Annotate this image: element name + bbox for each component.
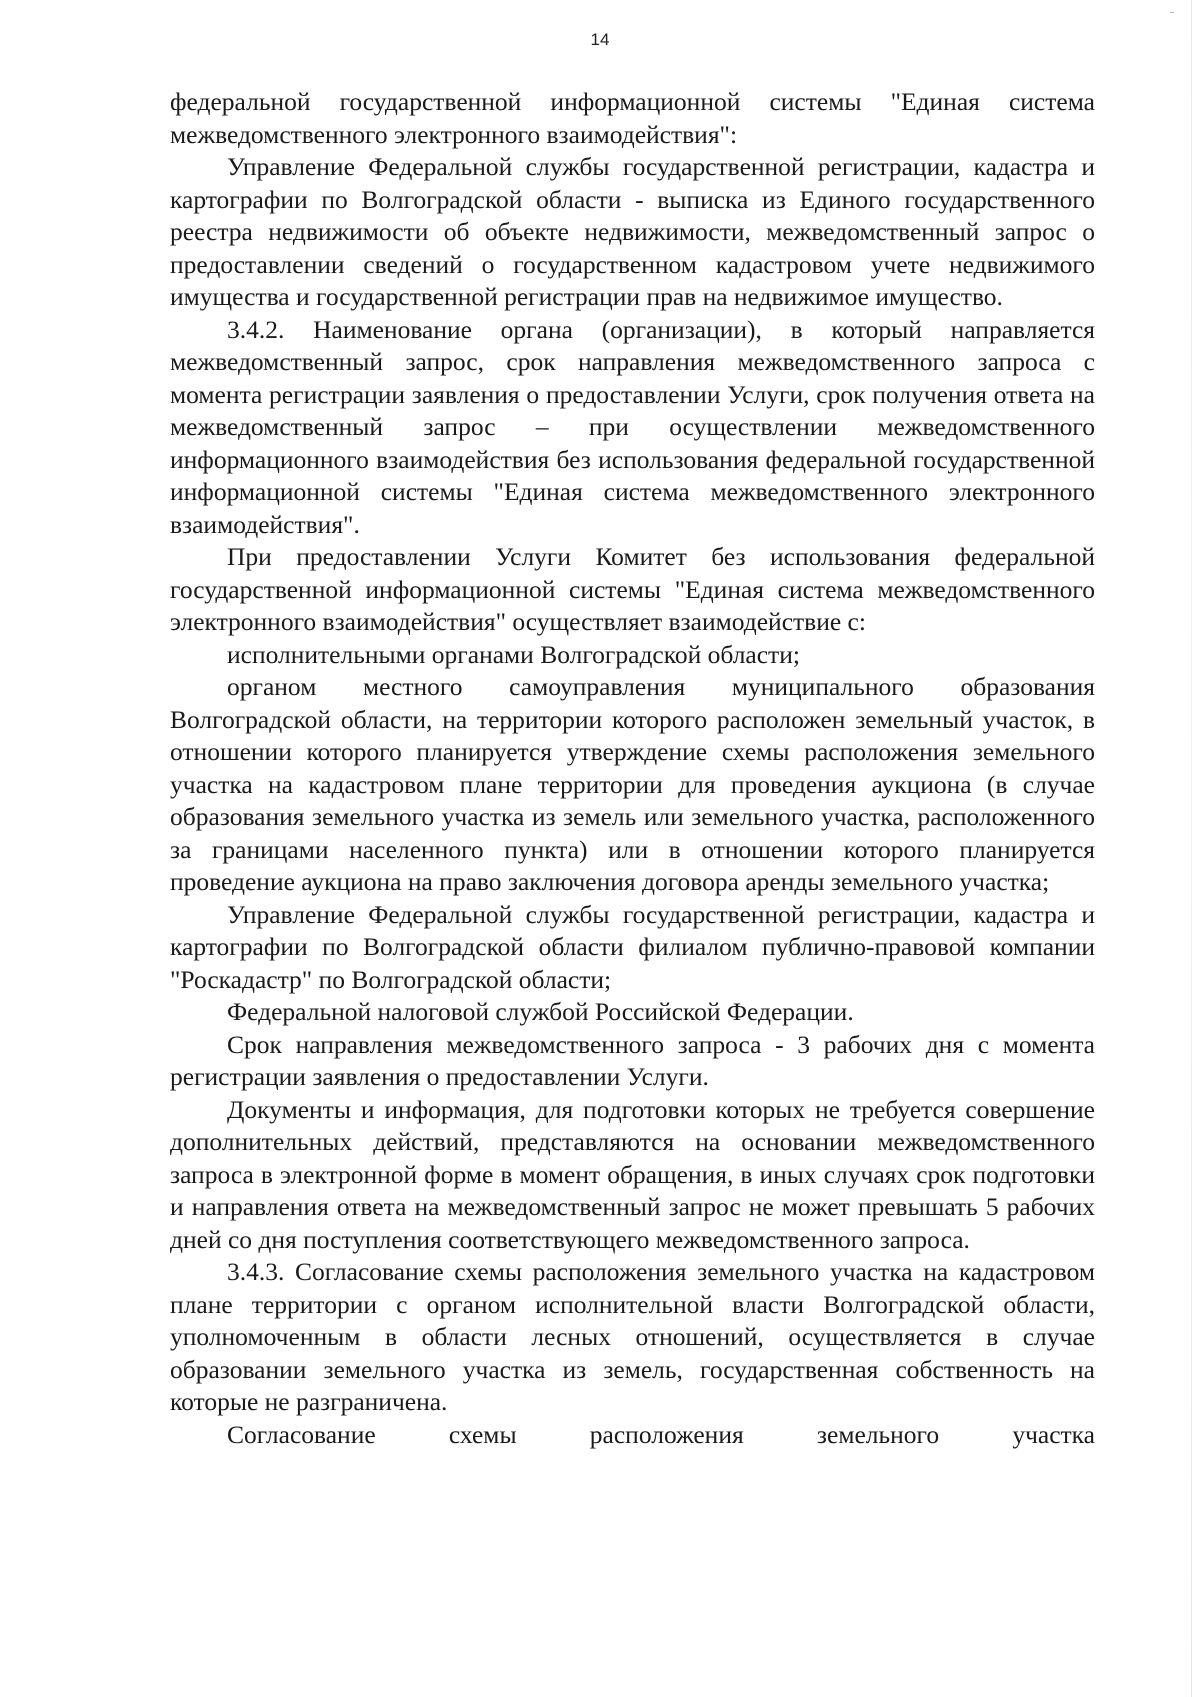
paragraph-rosreestr-extract: Управление Федеральной службы государственной регистрации, кадастра и картографии по Волгоградской области - выписка из Единого государственного реестра недвижимости об объекте недвижимости, межведомственный запрос о предоставлении сведений о государственном кадастровом учете недвижимого имущества и государственной регистрации прав на недвижимое имущество. — [170, 152, 1095, 311]
list-item-rosreestr-roskadastr: Управление Федеральной службы государственной регистрации, кадастра и картографии по Волгоградской области филиалом публично-правовой компании "Роскадастр" по Волгоградской области; — [170, 899, 1095, 994]
list-item-executive-bodies: исполнительными органами Волгоградской области; — [227, 639, 800, 669]
paragraph-continuation: федеральной государственной информационной системы "Единая система межведомственного электронного взаимодействия": — [170, 87, 1095, 149]
document-body — [170, 86, 1095, 1451]
paragraph-section-3-4-3: 3.4.3. Согласование схемы расположения земельного участка на кадастровом плане территории с органом исполнительной власти Волгоградской области, уполномоченным в области лесных отношений, осуществляется в случае образовании земельного участка из земель, государственная собственность на которые не разграничена. — [170, 1257, 1095, 1416]
scan-mark — [1170, 12, 1174, 13]
paragraph-scheme-approval: Согласование схемы расположения земельного участка — [227, 1419, 1095, 1449]
paragraph-committee-interaction: При предоставлении Услуги Комитет без использования федеральной государственной информационной системы "Единая система межведомственного электронного взаимодействия" осуществляет взаимодействие с: — [170, 542, 1095, 636]
list-item-local-government: органом местного самоуправления муниципального образования Волгоградской области, на территории которого расположен земельный участок, в отношении которого планируется утверждение схемы расположения земельного участка на кадастровом плане территории для проведения аукциона (в случае образования земельного участка из земель или земельного участка, расположенного за границами населенного пункта) или в отношении которого планируется проведение аукциона на право заключения договора аренды земельного участка; — [170, 672, 1095, 896]
paragraph-section-3-4-2: 3.4.2. Наименование органа (организации), в который направляется межведомственный запрос, срок направления межведомственного запроса с момента регистрации заявления о предоставлении Услуги, срок получения ответа на межведомственный запрос – при осуществлении межведомственного информационного взаимодействия без использования федеральной государственной информационной системы "Единая система межведомственного электронного взаимодействия". — [170, 314, 1095, 539]
scan-page-edge — [1191, 0, 1192, 1697]
list-item-tax-service: Федеральной налоговой службой Российской Федерации. — [227, 997, 854, 1026]
paragraph-request-deadline: Срок направления межведомственного запроса - 3 рабочих дня с момента регистрации заявления о предоставлении Услуги. — [170, 1029, 1095, 1091]
paragraph-documents-information: Документы и информация, для подготовки которых не требуется совершение дополнительных действий, представляются на основании межведомственного запроса в электронной форме в момент обращения, в иных случаях срок подготовки и направления ответа на межведомственный запрос не может превышать 5 рабочих дней со дня поступления соответствующего межведомственного запроса. — [170, 1094, 1095, 1254]
page-number: 14 — [590, 30, 610, 49]
